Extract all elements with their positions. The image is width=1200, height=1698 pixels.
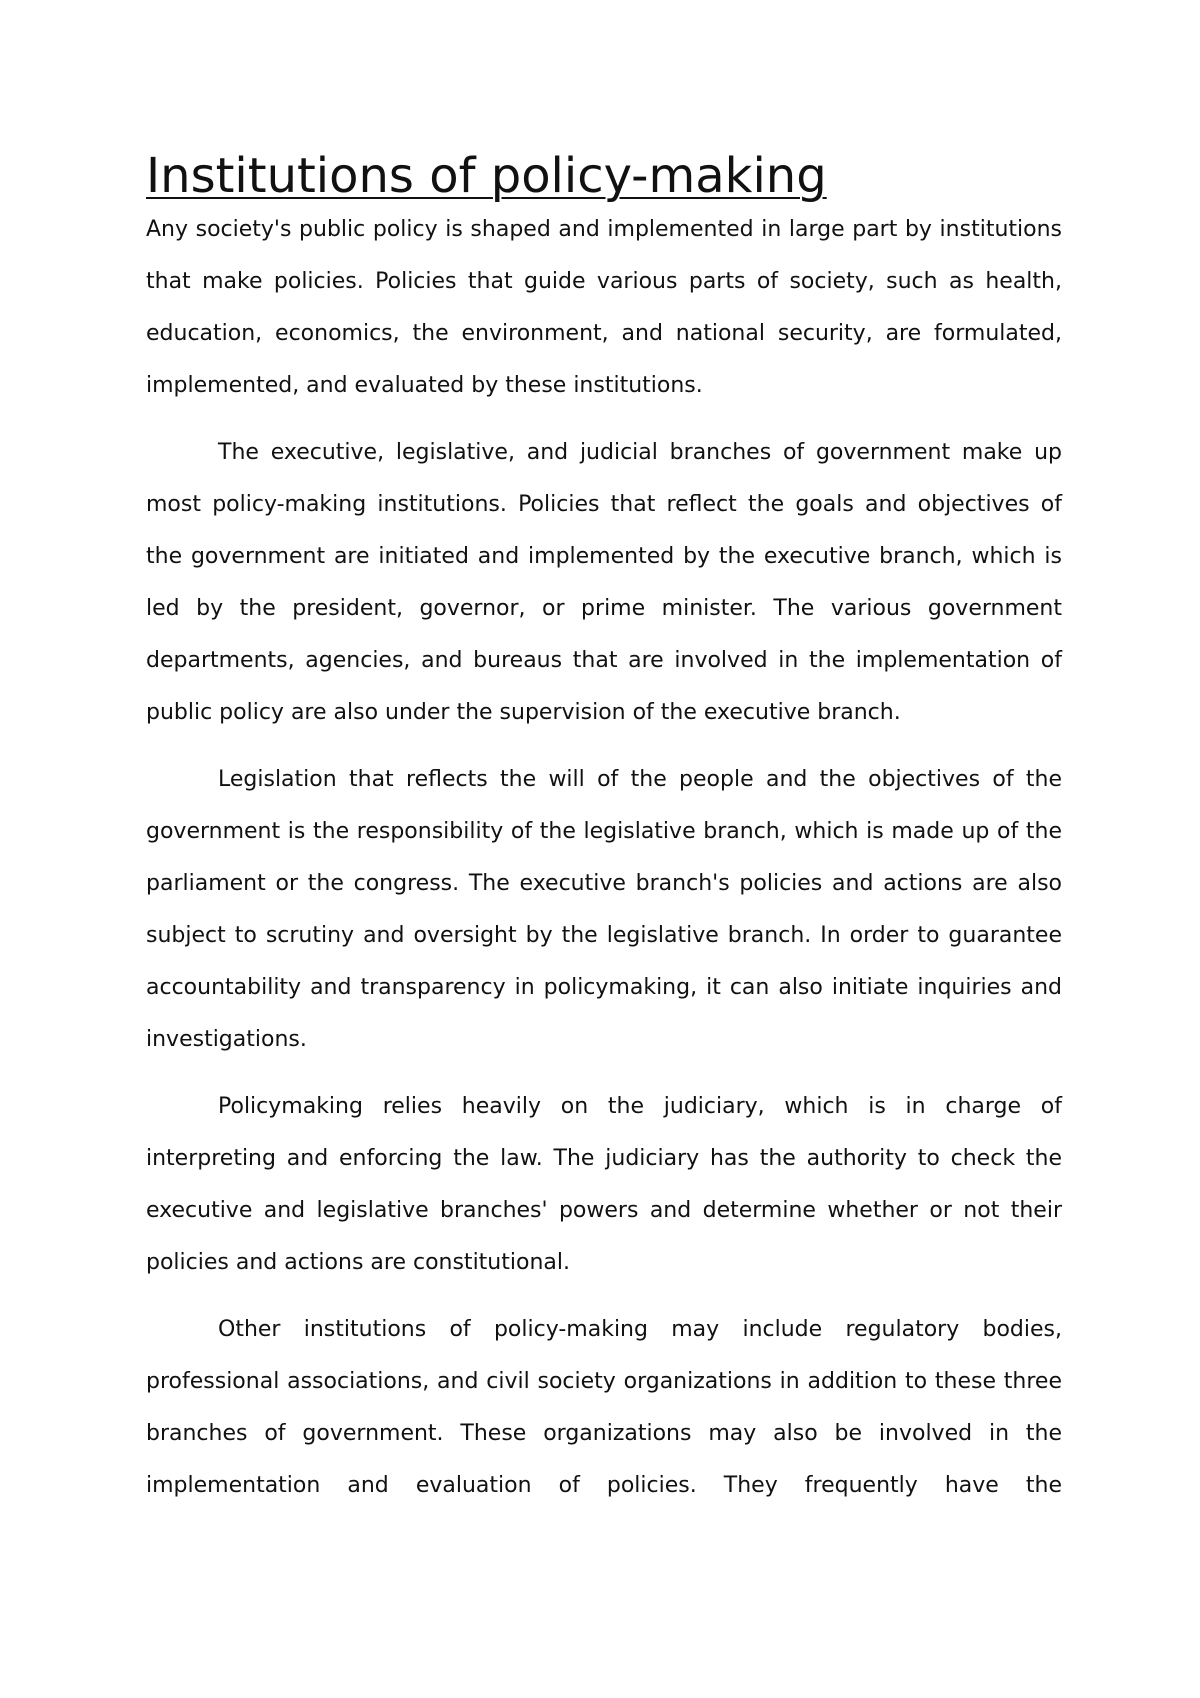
paragraph-intro: Any society's public policy is shaped and implemented in large part by institutions that make policies. Policies that guide various parts of society, such as health, education, economics, the environment, and national security, are formulated, implemented, and evaluated by these institutions. [146, 217, 1062, 398]
paragraph-branches: The executive, legislative, and judicial branches of government make up most policy-making institutions. Policies that reflect the goals and objectives of the government are initiated and implemented by the executive branch, which is led by the president, governor, or prime minister. The various government departments, agencies, and bureaus that are involved in the implementation of public policy are also under the supervision of the executive branch. [146, 440, 1062, 725]
page-title: Institutions of policy-making [146, 148, 827, 204]
paragraph-other-institutions: Other institutions of policy-making may include regulatory bodies, professional associations, and civil society organizations in addition to these three branches of government. These organizations may also be involved in the implementation and evaluation of policies. They frequently have the [146, 1317, 1062, 1498]
paragraph-judiciary: Policymaking relies heavily on the judiciary, which is in charge of interpreting and enforcing the law. The judiciary has the authority to check the executive and legislative branches' powers and determine whether or not their policies and actions are constitutional. [146, 1094, 1062, 1275]
paragraph-legislative: Legislation that reflects the will of the people and the objectives of the government is the responsibility of the legislative branch, which is made up of the parliament or the congress. The executive branch's policies and actions are also subject to scrutiny and oversight by the legislative branch. In order to guarantee accountability and transparency in policymaking, it can also initiate inquiries and investigations. [146, 767, 1062, 1052]
document-body [146, 148, 1062, 1512]
